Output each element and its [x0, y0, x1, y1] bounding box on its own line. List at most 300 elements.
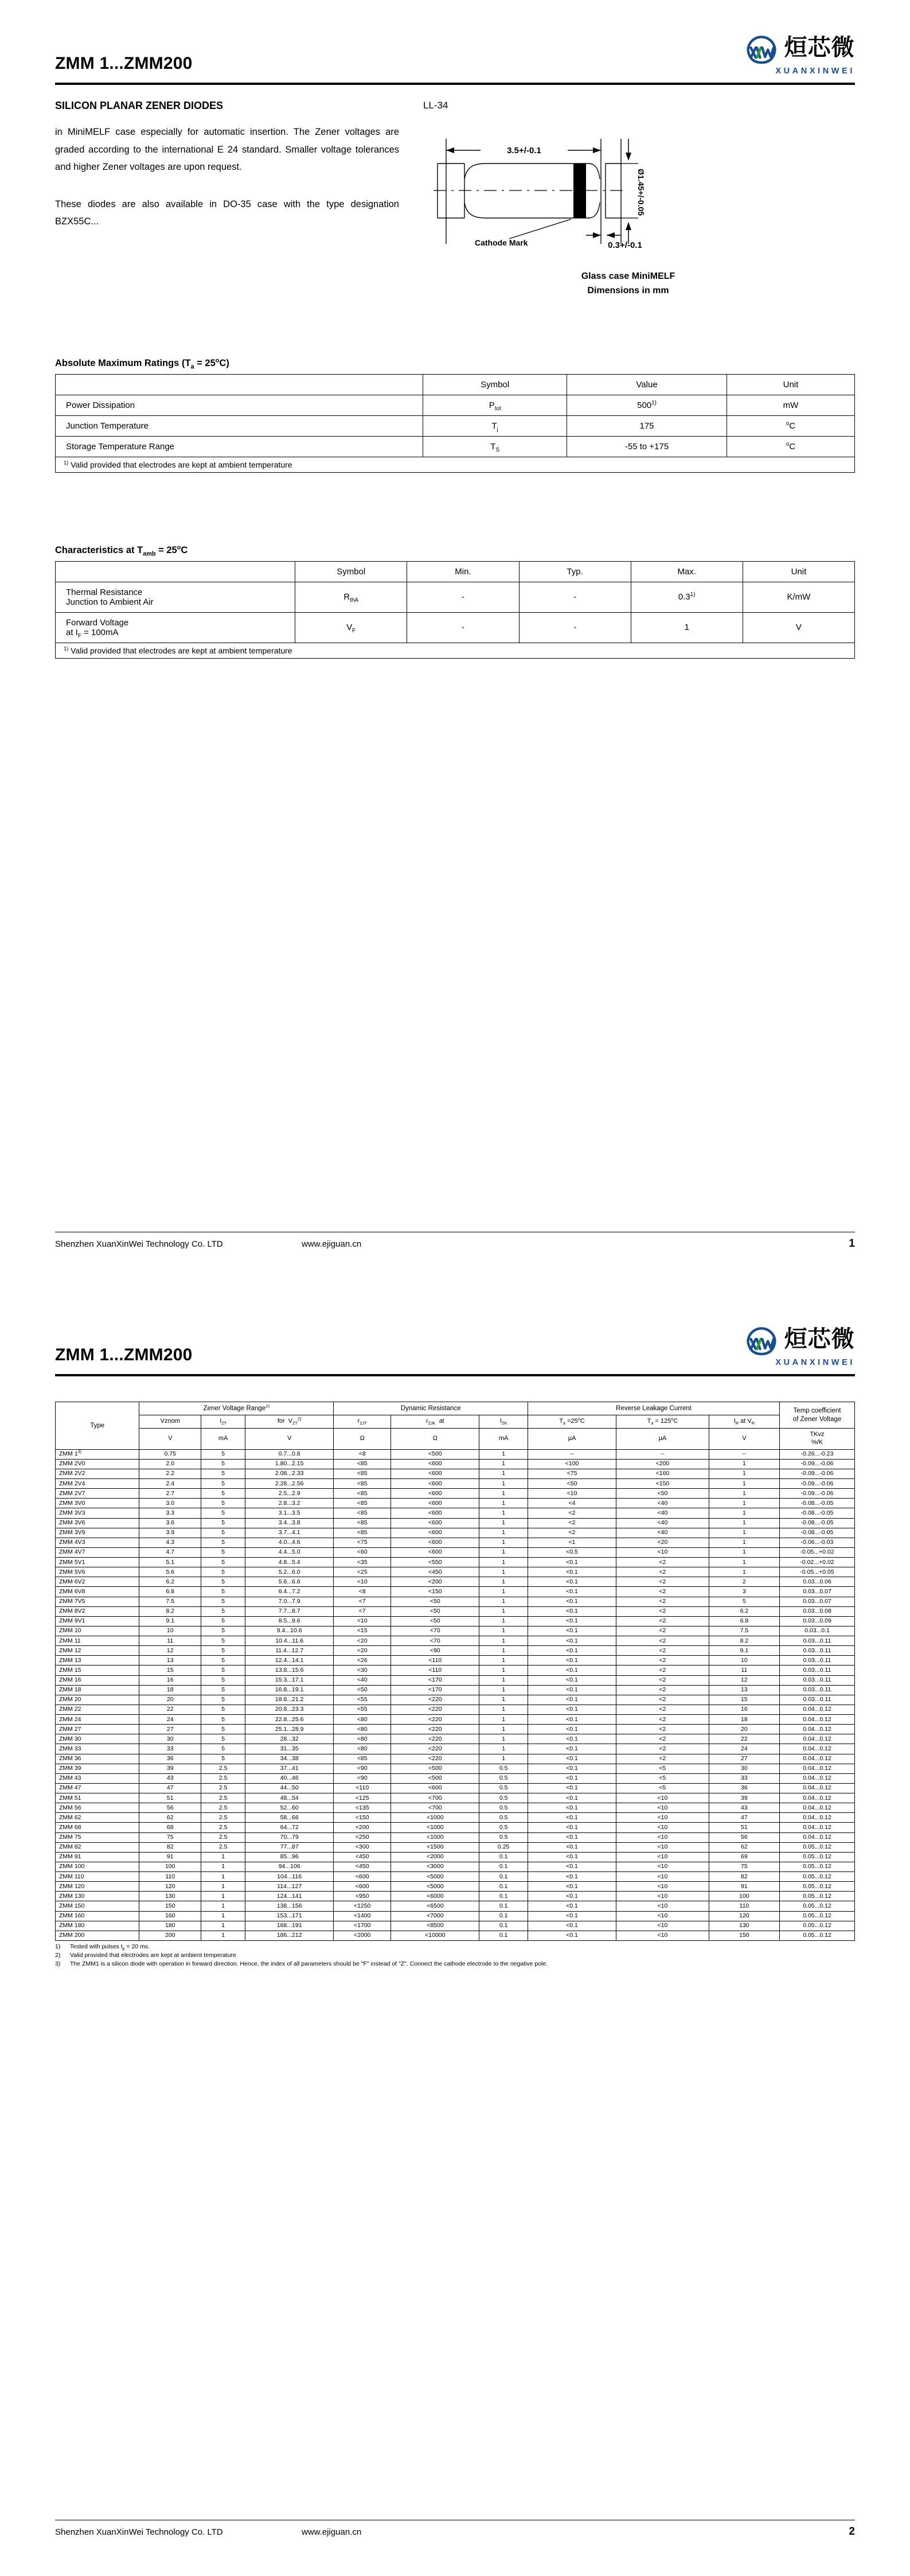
zener-cell-izt: 5 [201, 1567, 245, 1577]
amr-symbol-ptot: $P_{tot}$ [423, 395, 567, 415]
zener-type: ZMM 5V1 [56, 1558, 139, 1567]
zener-cell-rzjk: <200 [391, 1577, 479, 1587]
zener-cell-izk: 1 [479, 1489, 528, 1499]
zener-cell-rzjk: <50 [391, 1597, 479, 1606]
zener-cell-tkvz: 0.04...0.12 [780, 1705, 855, 1714]
zener-cell-ir25: <0.1 [528, 1725, 616, 1734]
zener-cell-vzt: 124...141 [245, 1892, 334, 1901]
zener-cell-rzjt: <600 [334, 1882, 391, 1892]
zener-cell-rzjt: <110 [334, 1783, 391, 1793]
zener-cell-vr: 22 [709, 1734, 779, 1744]
zener-cell-ir25: <2 [528, 1528, 616, 1538]
zener-cell-vzt: 12.4...14.1 [245, 1656, 334, 1666]
intro-paragraph-1: in MiniMELF case especially for automatic insertion. The Zener voltages are graded according to the international E 24 standard. Smaller voltage tolerances and higher Zener voltages are upon request. [55, 127, 399, 173]
zener-cell-tkvz: 0.05...0.12 [780, 1921, 855, 1931]
zener-cell-rzjt: <125 [334, 1793, 391, 1803]
char-header-min: Min. [407, 561, 519, 582]
zener-cell-vr: 6.2 [709, 1606, 779, 1616]
zener-cell-tkvz: -0.05...+0.05 [780, 1567, 855, 1577]
col-group-zener-voltage-range: Zener Voltage Range$^{1)}$ [139, 1402, 334, 1415]
zener-cell-izt: 5 [201, 1626, 245, 1636]
zener-cell-tkvz: 0.04...0.12 [780, 1813, 855, 1823]
footnote-1-text: Tested with pulses $t_p = 20$ ms. [70, 1943, 150, 1951]
package-caption-line1: Glass case MiniMELF [581, 271, 675, 281]
table-row [56, 1606, 855, 1616]
zener-cell-izk: 1 [479, 1518, 528, 1528]
zener-type: ZMM 51 [56, 1793, 139, 1803]
characteristics-table [55, 561, 855, 659]
table-row [56, 1783, 855, 1793]
zener-cell-ir125: <10 [616, 1842, 709, 1852]
zener-type: ZMM 12 [56, 1646, 139, 1656]
amr-header-value: Value [567, 374, 727, 395]
zener-cell-izt: 5 [201, 1538, 245, 1547]
zener-cell-vznom: 27 [139, 1725, 201, 1734]
footnote-2-number: 2) [55, 1952, 61, 1959]
zener-cell-tkvz: 0.03...0.09 [780, 1616, 855, 1626]
table-row [56, 582, 855, 612]
table-row [56, 1832, 855, 1842]
zener-cell-ir125: <10 [616, 1892, 709, 1901]
zener-type: ZMM 2V7 [56, 1489, 139, 1499]
zener-cell-vznom: 0.75 [139, 1449, 201, 1459]
zener-type: ZMM 130 [56, 1892, 139, 1901]
zener-cell-izt: 1 [201, 1931, 245, 1940]
zener-cell-vzt: 3.1...3.5 [245, 1508, 334, 1518]
zener-cell-vznom: 6.2 [139, 1577, 201, 1587]
zener-cell-ir25: <50 [528, 1479, 616, 1489]
zener-cell-vr: 10 [709, 1656, 779, 1666]
char-unit-rtha: K/mW [743, 582, 854, 612]
zener-cell-tkvz: -0.06...-0.03 [780, 1538, 855, 1547]
zener-cell-rzjk: <50 [391, 1606, 479, 1616]
zener-cell-rzjk: <220 [391, 1754, 479, 1764]
xxw-circle-logo-icon [744, 1321, 779, 1357]
col-sym-vzt: for $V_{ZT}^{2)}$ [245, 1415, 334, 1429]
table-row [56, 1538, 855, 1547]
zener-cell-vr: 56 [709, 1832, 779, 1842]
zener-cell-ir25: <0.1 [528, 1754, 616, 1764]
zener-cell-ir125: <2 [616, 1656, 709, 1666]
col-unit-vznom: V [139, 1429, 201, 1450]
zener-cell-ir125: <2 [616, 1754, 709, 1764]
zener-cell-vr: 12 [709, 1675, 779, 1685]
zener-cell-ir25: <0.1 [528, 1587, 616, 1597]
table-row [56, 1695, 855, 1705]
zener-cell-izt: 2.5 [201, 1764, 245, 1773]
footnote-1-number: 1) [55, 1943, 61, 1950]
table-row [56, 1852, 855, 1862]
zener-cell-ir125: <10 [616, 1911, 709, 1921]
zener-cell-izt: 5 [201, 1616, 245, 1626]
zener-cell-ir25: <0.1 [528, 1734, 616, 1744]
zener-cell-rzjt: <35 [334, 1558, 391, 1567]
table-row [56, 1823, 855, 1832]
absolute-maximum-ratings-table [55, 374, 855, 473]
zener-cell-izt: 5 [201, 1449, 245, 1459]
zener-cell-izk: 1 [479, 1469, 528, 1478]
amr-header-param [56, 374, 423, 395]
zener-type: ZMM 200 [56, 1931, 139, 1940]
zener-cell-izt: 5 [201, 1577, 245, 1587]
zener-cell-tkvz: 0.04...0.12 [780, 1764, 855, 1773]
zener-cell-rzjk: <220 [391, 1734, 479, 1744]
col-sym-irvr: $I_R$ at $V_R$ [709, 1415, 779, 1429]
zener-cell-vr: 1 [709, 1489, 779, 1499]
zener-cell-rzjk: <600 [391, 1528, 479, 1538]
zener-cell-vr: 39 [709, 1793, 779, 1803]
zener-type: ZMM 18 [56, 1685, 139, 1695]
zener-cell-rzjt: <8 [334, 1449, 391, 1459]
zener-cell-vznom: 18 [139, 1685, 201, 1695]
logo-latin-name: XUANXINWEI [775, 1358, 855, 1367]
zener-type: ZMM 3V9 [56, 1528, 139, 1538]
zener-cell-tkvz: 0.03...0.11 [780, 1685, 855, 1695]
char-unit-vf: V [743, 612, 854, 643]
zener-cell-rzjk: <600 [391, 1538, 479, 1547]
zener-cell-tkvz: 0.03...0.11 [780, 1646, 855, 1656]
zener-cell-rzjk: <600 [391, 1547, 479, 1557]
footer-page-number: 1 [849, 1238, 855, 1250]
zener-cell-izk: 0.1 [479, 1911, 528, 1921]
zener-cell-vr: 43 [709, 1803, 779, 1813]
zener-type: ZMM 100 [56, 1862, 139, 1871]
zener-cell-izk: 1 [479, 1499, 528, 1508]
zener-cell-ir25: <0.1 [528, 1921, 616, 1931]
zener-cell-izt: 5 [201, 1469, 245, 1478]
amr-unit-tj: $^o$C [727, 415, 854, 436]
zener-cell-izt: 5 [201, 1646, 245, 1656]
table-row [56, 1508, 855, 1518]
table-row [56, 1715, 855, 1725]
footer-website[interactable]: www.ejiguan.cn [302, 1239, 362, 1249]
zener-cell-vzt: 58...66 [245, 1813, 334, 1823]
zener-cell-vzt: 4.0...4.6 [245, 1538, 334, 1547]
char-header-max: Max. [631, 561, 743, 582]
zener-cell-izt: 1 [201, 1921, 245, 1931]
table-row [56, 436, 855, 457]
table-header-row [56, 561, 855, 582]
zener-cell-izt: 5 [201, 1734, 245, 1744]
zener-cell-vzt: 44...50 [245, 1783, 334, 1793]
zener-cell-vzt: 52...60 [245, 1803, 334, 1813]
zener-cell-izk: 1 [479, 1666, 528, 1675]
zener-cell-vznom: 120 [139, 1882, 201, 1892]
zener-cell-vzt: 64...72 [245, 1823, 334, 1832]
zener-cell-vznom: 10 [139, 1626, 201, 1636]
col-group-temp-coefficient: Temp coefficient of Zener Voltage [780, 1402, 855, 1429]
zener-cell-izk: 0.1 [479, 1901, 528, 1911]
zener-cell-izt: 5 [201, 1685, 245, 1695]
zener-type: ZMM 91 [56, 1852, 139, 1862]
zener-type: ZMM 16 [56, 1675, 139, 1685]
zener-cell-vznom: 130 [139, 1892, 201, 1901]
char-typ-vf: - [519, 612, 631, 643]
zener-cell-vr: -- [709, 1449, 779, 1459]
page-title: ZMM 1...ZMM200 [55, 54, 193, 73]
zener-cell-izk: 0.1 [479, 1921, 528, 1931]
zener-cell-ir25: <0.1 [528, 1616, 616, 1626]
zener-cell-vr: 20 [709, 1725, 779, 1734]
zener-cell-rzjk: <450 [391, 1567, 479, 1577]
zener-cell-rzjt: <55 [334, 1705, 391, 1714]
zener-cell-tkvz: 0.05...0.12 [780, 1842, 855, 1852]
zener-cell-izk: 0.1 [479, 1892, 528, 1901]
zener-cell-ir125: -- [616, 1449, 709, 1459]
table-group-header-row [56, 1402, 855, 1415]
zener-cell-rzjt: <85 [334, 1479, 391, 1489]
characteristics-block [55, 545, 855, 659]
zener-cell-vznom: 9.1 [139, 1616, 201, 1626]
zener-table-body [56, 1449, 855, 1940]
zener-cell-vr: 6.8 [709, 1616, 779, 1626]
zener-cell-vr: 91 [709, 1882, 779, 1892]
zener-cell-ir25: <0.1 [528, 1744, 616, 1754]
zener-cell-ir125: <10 [616, 1813, 709, 1823]
table-row [56, 1528, 855, 1538]
amr-value-ptot: 500$^{1)}$ [567, 395, 727, 415]
zener-cell-vzt: 7.7...8.7 [245, 1606, 334, 1616]
zener-cell-rzjt: <85 [334, 1508, 391, 1518]
zener-cell-vzt: 22.8...25.6 [245, 1715, 334, 1725]
zener-cell-ir125: <2 [616, 1597, 709, 1606]
zener-cell-izk: 1 [479, 1449, 528, 1459]
zener-cell-tkvz: 0.05...0.12 [780, 1872, 855, 1882]
zener-cell-tkvz: -0.09...-0.06 [780, 1489, 855, 1499]
zener-type: ZMM 6V8 [56, 1587, 139, 1597]
zener-cell-rzjk: <170 [391, 1675, 479, 1685]
zener-parameters-table [55, 1402, 855, 1941]
zener-cell-rzjk: <220 [391, 1695, 479, 1705]
zener-cell-izk: 1 [479, 1587, 528, 1597]
zener-cell-izk: 0.5 [479, 1783, 528, 1793]
zener-cell-rzjk: <5000 [391, 1882, 479, 1892]
zener-cell-vr: 1 [709, 1459, 779, 1469]
footnote-1 [55, 1943, 855, 1951]
dim-band-text: 0.3+/-0.1 [608, 240, 642, 250]
col-unit-vzt: V [245, 1429, 334, 1450]
zener-cell-ir25: <0.5 [528, 1547, 616, 1557]
col-unit-tkvz: TKvz %/K [780, 1429, 855, 1450]
zener-cell-vr: 33 [709, 1773, 779, 1783]
zener-cell-vr: 130 [709, 1921, 779, 1931]
page-2 [0, 1288, 910, 2576]
zener-cell-ir125: <5 [616, 1773, 709, 1783]
zener-cell-vzt: 13.8...15.6 [245, 1666, 334, 1675]
zener-cell-ir25: <0.1 [528, 1675, 616, 1685]
table-row [56, 1469, 855, 1478]
zener-cell-ir25: <0.1 [528, 1656, 616, 1666]
zener-cell-tkvz: 0.03...0.08 [780, 1606, 855, 1616]
zener-cell-izk: 1 [479, 1734, 528, 1744]
amr-value-ts: -55 to +175 [567, 436, 727, 457]
zener-cell-vzt: 104...116 [245, 1872, 334, 1882]
package-caption [423, 270, 855, 298]
zener-cell-vr: 1 [709, 1558, 779, 1567]
zener-cell-ir125: <10 [616, 1547, 709, 1557]
zener-cell-vzt: 37...41 [245, 1764, 334, 1773]
zener-cell-vznom: 3.6 [139, 1518, 201, 1528]
table-row [56, 1489, 855, 1499]
intro-area [55, 100, 855, 298]
zener-cell-izt: 1 [201, 1901, 245, 1911]
zener-cell-vznom: 7.5 [139, 1597, 201, 1606]
zener-cell-vznom: 30 [139, 1734, 201, 1744]
zener-type: ZMM 7V5 [56, 1597, 139, 1606]
zener-cell-ir125: <2 [616, 1577, 709, 1587]
zener-cell-vr: 16 [709, 1705, 779, 1714]
zener-cell-ir125: <20 [616, 1538, 709, 1547]
zener-cell-rzjk: <1000 [391, 1823, 479, 1832]
zener-cell-tkvz: 0.04...0.12 [780, 1734, 855, 1744]
zener-cell-tkvz: 0.04...0.12 [780, 1803, 855, 1813]
zener-cell-izt: 1 [201, 1911, 245, 1921]
zener-cell-vr: 13 [709, 1685, 779, 1695]
logo-chinese-name: 烜芯微 [784, 1326, 855, 1352]
zener-cell-vzt: 16.8...19.1 [245, 1685, 334, 1695]
amr-footnote: $^{1)}$ Valid provided that electrodes are kept at ambient temperature [56, 457, 855, 472]
zener-cell-rzjt: <50 [334, 1685, 391, 1695]
col-group-dynamic-resistance: Dynamic Resistance [334, 1402, 528, 1415]
header-divider [55, 83, 855, 85]
zener-cell-vznom: 51 [139, 1793, 201, 1803]
zener-cell-tkvz: 0.03...0.11 [780, 1656, 855, 1666]
zener-cell-rzjk: <600 [391, 1783, 479, 1793]
zener-cell-rzjt: <300 [334, 1842, 391, 1852]
zener-cell-vzt: 94...106 [245, 1862, 334, 1871]
zener-cell-vzt: 31...35 [245, 1744, 334, 1754]
zener-cell-tkvz: -0.26...-0.23 [780, 1449, 855, 1459]
footer-company: Shenzhen XuanXinWei Technology Co. LTD [55, 2527, 223, 2537]
zener-cell-vr: 150 [709, 1931, 779, 1940]
zener-cell-tkvz: -0.08...-0.05 [780, 1508, 855, 1518]
zener-cell-ir125: <10 [616, 1832, 709, 1842]
zener-type: ZMM 56 [56, 1803, 139, 1813]
zener-cell-rzjt: <10 [334, 1616, 391, 1626]
zener-type: ZMM 3V6 [56, 1518, 139, 1528]
zener-cell-tkvz: 0.05...0.12 [780, 1862, 855, 1871]
zener-cell-tkvz: 0.03...0.11 [780, 1666, 855, 1675]
zener-cell-rzjk: <110 [391, 1656, 479, 1666]
zener-cell-ir125: <10 [616, 1901, 709, 1911]
zener-cell-tkvz: 0.04...0.12 [780, 1715, 855, 1725]
zener-type: ZMM 110 [56, 1872, 139, 1882]
zener-cell-vr: 62 [709, 1842, 779, 1852]
zener-type: ZMM 11 [56, 1636, 139, 1646]
zener-cell-vr: 100 [709, 1892, 779, 1901]
zener-cell-rzjt: <80 [334, 1725, 391, 1734]
table-row [56, 1558, 855, 1567]
table-row [56, 1597, 855, 1606]
char-header-symbol: Symbol [295, 561, 407, 582]
zener-cell-rzjk: <600 [391, 1508, 479, 1518]
zener-type: ZMM 120 [56, 1882, 139, 1892]
zener-cell-vzt: 25.1...28.9 [245, 1725, 334, 1734]
zener-cell-rzjt: <7 [334, 1597, 391, 1606]
zener-cell-izt: 2.5 [201, 1823, 245, 1832]
footer-website[interactable]: www.ejiguan.cn [302, 2527, 362, 2537]
table-row [56, 1636, 855, 1646]
zener-cell-izk: 1 [479, 1705, 528, 1714]
zener-cell-vznom: 62 [139, 1813, 201, 1823]
zener-cell-ir25: <0.1 [528, 1764, 616, 1773]
zener-cell-vznom: 82 [139, 1842, 201, 1852]
col-unit-izt: mA [201, 1429, 245, 1450]
zener-cell-izt: 2.5 [201, 1842, 245, 1852]
char-symbol-rtha: $R_{thA}$ [295, 582, 407, 612]
table-row [56, 1754, 855, 1764]
zener-cell-rzjk: <2000 [391, 1852, 479, 1862]
zener-cell-izk: 1 [479, 1606, 528, 1616]
zener-cell-ir125: <2 [616, 1626, 709, 1636]
zener-cell-rzjk: <220 [391, 1705, 479, 1714]
zener-cell-izk: 1 [479, 1459, 528, 1469]
table-row [56, 1616, 855, 1626]
zener-type: ZMM 2V0 [56, 1459, 139, 1469]
zener-cell-ir25: <0.1 [528, 1695, 616, 1705]
col-unit-rzjk: Ω [391, 1429, 479, 1450]
zener-cell-tkvz: -0.08...-0.05 [780, 1499, 855, 1508]
zener-cell-izt: 5 [201, 1597, 245, 1606]
zener-cell-vznom: 43 [139, 1773, 201, 1783]
footnote-3 [55, 1960, 855, 1968]
table-row [56, 1459, 855, 1469]
zener-cell-ir125: <2 [616, 1725, 709, 1734]
zener-cell-vr: 1 [709, 1508, 779, 1518]
zener-cell-ir125: <10 [616, 1862, 709, 1871]
col-group-reverse-leakage-current: Reverse Leakage Current [528, 1402, 780, 1415]
zener-cell-vr: 30 [709, 1764, 779, 1773]
zener-cell-rzjt: <55 [334, 1695, 391, 1705]
col-unit-ir25: µA [528, 1429, 616, 1450]
zener-cell-ir25: <1 [528, 1538, 616, 1547]
zener-cell-izt: 5 [201, 1705, 245, 1714]
table-row [56, 1646, 855, 1656]
zener-cell-izk: 1 [479, 1685, 528, 1695]
zener-cell-izt: 2.5 [201, 1832, 245, 1842]
zener-cell-vzt: 5.8...6.6 [245, 1577, 334, 1587]
zener-cell-tkvz: 0.03...0.11 [780, 1695, 855, 1705]
zener-type: ZMM 9V1 [56, 1616, 139, 1626]
zener-cell-vznom: 110 [139, 1872, 201, 1882]
zener-type: ZMM 4V3 [56, 1538, 139, 1547]
zener-cell-izt: 5 [201, 1675, 245, 1685]
zener-cell-tkvz: 0.03...0.11 [780, 1636, 855, 1646]
absolute-maximum-ratings-block [55, 358, 855, 473]
zener-cell-vr: 120 [709, 1911, 779, 1921]
zener-cell-vr: 24 [709, 1744, 779, 1754]
zener-cell-vzt: 9.4...10.6 [245, 1626, 334, 1636]
amr-symbol-ts: $T_S$ [423, 436, 567, 457]
zener-cell-ir25: <0.1 [528, 1931, 616, 1940]
zener-cell-rzjt: <200 [334, 1823, 391, 1832]
zener-cell-tkvz: 0.03...0.1 [780, 1626, 855, 1636]
cathode-mark-label: Cathode Mark [475, 238, 528, 247]
zener-cell-izk: 0.5 [479, 1793, 528, 1803]
zener-cell-rzjk: <600 [391, 1479, 479, 1489]
zener-cell-rzjk: <90 [391, 1646, 479, 1656]
zener-cell-rzjt: <1700 [334, 1921, 391, 1931]
zener-cell-rzjt: <75 [334, 1538, 391, 1547]
zener-cell-izk: 1 [479, 1558, 528, 1567]
zener-cell-rzjk: <600 [391, 1469, 479, 1478]
zener-cell-rzjk: <110 [391, 1666, 479, 1675]
zener-cell-izk: 0.1 [479, 1931, 528, 1940]
zener-cell-izk: 1 [479, 1754, 528, 1764]
zener-cell-izk: 1 [479, 1577, 528, 1587]
col-sym-ir125: $T_a = 125^oC$ [616, 1415, 709, 1429]
zener-cell-vznom: 2.2 [139, 1469, 201, 1478]
